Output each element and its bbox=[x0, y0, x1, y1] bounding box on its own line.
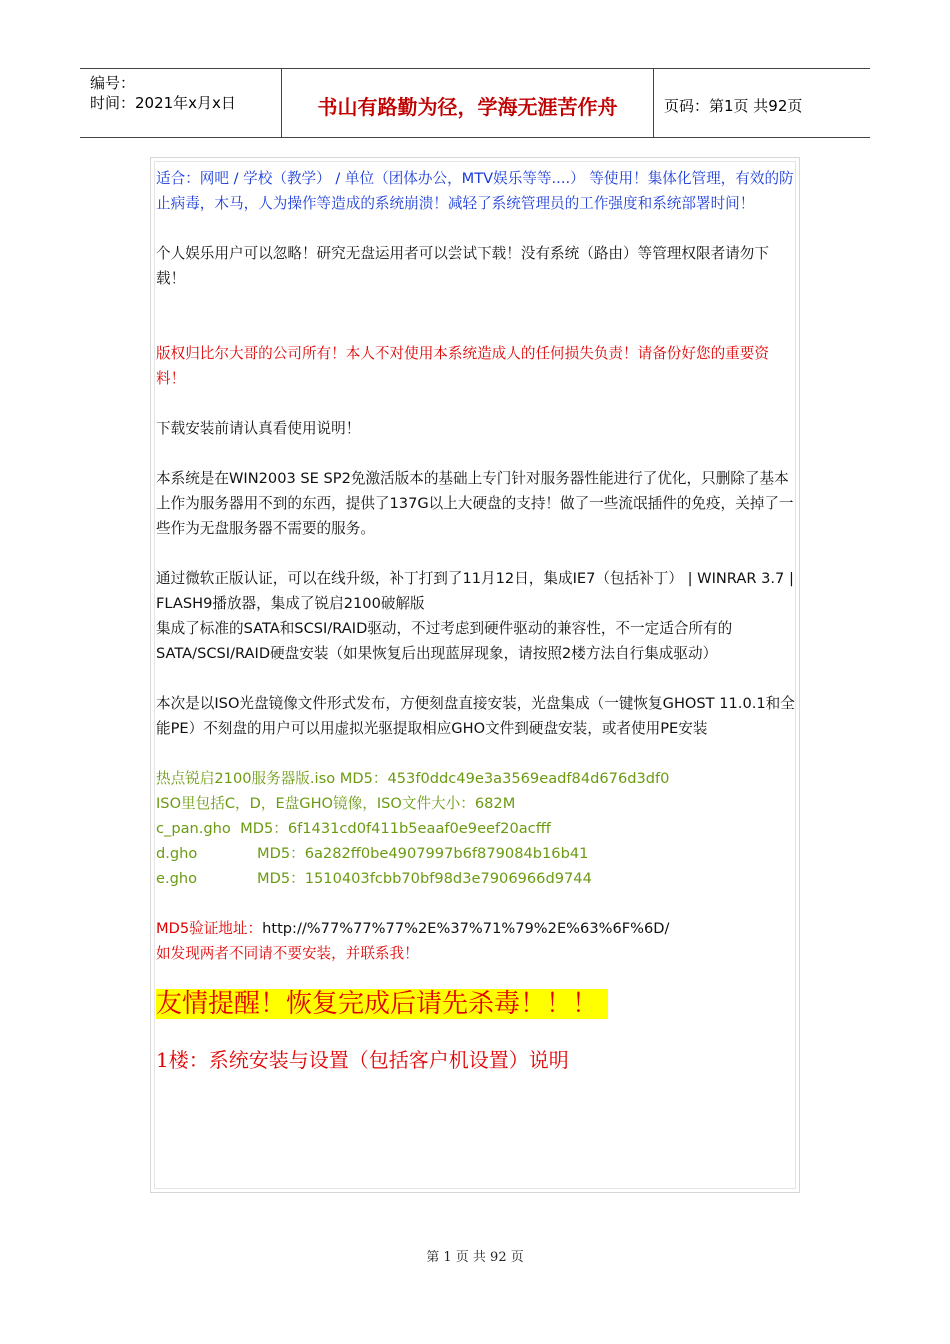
description-paragraph: 本系统是在WIN2003 SE SP2免激活版本的基础上专门针对服务器性能进行了优化，只删除了基本上作为服务器用不到的东西，提供了137G以上大硬盘的支持！做了一些流氓插件的免疫，关掉了一些作为无盘服务器不需要的服务。 bbox=[156, 470, 794, 537]
md5-value: MD5：6a282ff0be4907997b6f879084b16b41 bbox=[257, 845, 589, 862]
number-label: 编号： bbox=[90, 74, 136, 92]
reminder-line bbox=[156, 986, 798, 1022]
document-body bbox=[156, 166, 798, 1074]
md5-file-name: c_pan.gho bbox=[156, 820, 231, 837]
header-page-info: 页码：第1页 共92页 bbox=[664, 96, 803, 115]
md5-file-name: 热点锐启2100服务器版.iso bbox=[156, 770, 336, 787]
release-paragraph: 本次是以ISO光盘镜像文件形式发布，方便刻盘直接安装，光盘集成（一键恢复GHOST 11.0.1和全能PE）不刻盘的用户可以用虚拟光驱提取相应GHO文件到硬盘安装，或者使用PE安装 bbox=[156, 695, 795, 737]
md5-verify-url[interactable]: http://%77%77%77%2E%37%71%79%2E%63%6F%6D/ bbox=[262, 920, 670, 937]
md5-line bbox=[156, 766, 798, 791]
time-label: 时间：2021年x月x日 bbox=[90, 94, 236, 112]
copyright-paragraph: 版权归比尔大哥的公司所有！本人不对使用本系统造成人的任何损失负责！请备份好您的重要资料！ bbox=[156, 345, 769, 387]
header-meta bbox=[80, 69, 282, 137]
md5-line bbox=[156, 841, 798, 866]
personal-paragraph: 个人娱乐用户可以忽略！研究无盘运用者可以尝试下载！没有系统（路由）等管理权限者请勿下载！ bbox=[156, 245, 769, 287]
page-footer: 第 1 页 共 92 页 bbox=[426, 1250, 524, 1265]
header-motto: 书山有路勤为径，学海无涯苦作舟 bbox=[282, 69, 654, 137]
md5-list bbox=[156, 766, 798, 891]
iso-contents-note: ISO里包括C，D，E盘GHO镜像，ISO文件大小：682M bbox=[156, 795, 516, 812]
reminder-highlight: 友情提醒！恢复完成后请先杀毒！！！ bbox=[156, 989, 608, 1019]
md5-file-name: d.gho bbox=[156, 845, 198, 862]
updates-paragraph-2: 集成了标准的SATA和SCSI/RAID驱动，不过考虑到硬件驱动的兼容性，不一定适合所有的SATA/SCSI/RAID硬盘安装（如果恢复后出现蓝屏现象，请按照2楼方法自行集成驱动） bbox=[156, 620, 733, 662]
md5-line bbox=[156, 866, 798, 891]
md5-value: MD5：1510403fcbb70bf98d3e7906966d9744 bbox=[257, 870, 592, 887]
updates-paragraph-1: 通过微软正版认证，可以在线升级，补丁打到了11月12日，集成IE7（包括补丁） | WINRAR 3.7 | FLASH9播放器，集成了锐启2100破解版 bbox=[156, 570, 794, 612]
md5-line bbox=[156, 791, 798, 816]
md5-value: MD5：453f0ddc49e3a3569eadf84d676d3df0 bbox=[339, 770, 670, 787]
mismatch-note: 如发现两者不同请不要安装，并联系我！ bbox=[156, 945, 419, 962]
read-first-paragraph: 下载安装前请认真看使用说明！ bbox=[156, 420, 361, 437]
floor-1-heading: 1楼：系统安装与设置（包括客户机设置）说明 bbox=[156, 1048, 569, 1072]
md5-verify-line bbox=[156, 916, 798, 941]
document-header bbox=[80, 68, 870, 138]
intro-paragraph: 适合：网吧 / 学校（教学） / 单位（团体办公，MTV娱乐等等....） 等使用！集体化管理，有效的防止病毒，木马，人为操作等造成的系统崩溃！减轻了系统管理员的工作强度和系统部署时间！ bbox=[156, 170, 794, 212]
md5-value: MD5：6f1431cd0f411b5eaaf0e9eef20acfff bbox=[240, 820, 551, 837]
md5-verify-label: MD5验证地址： bbox=[156, 920, 263, 937]
md5-line bbox=[156, 816, 798, 841]
md5-file-name: e.gho bbox=[156, 870, 198, 887]
